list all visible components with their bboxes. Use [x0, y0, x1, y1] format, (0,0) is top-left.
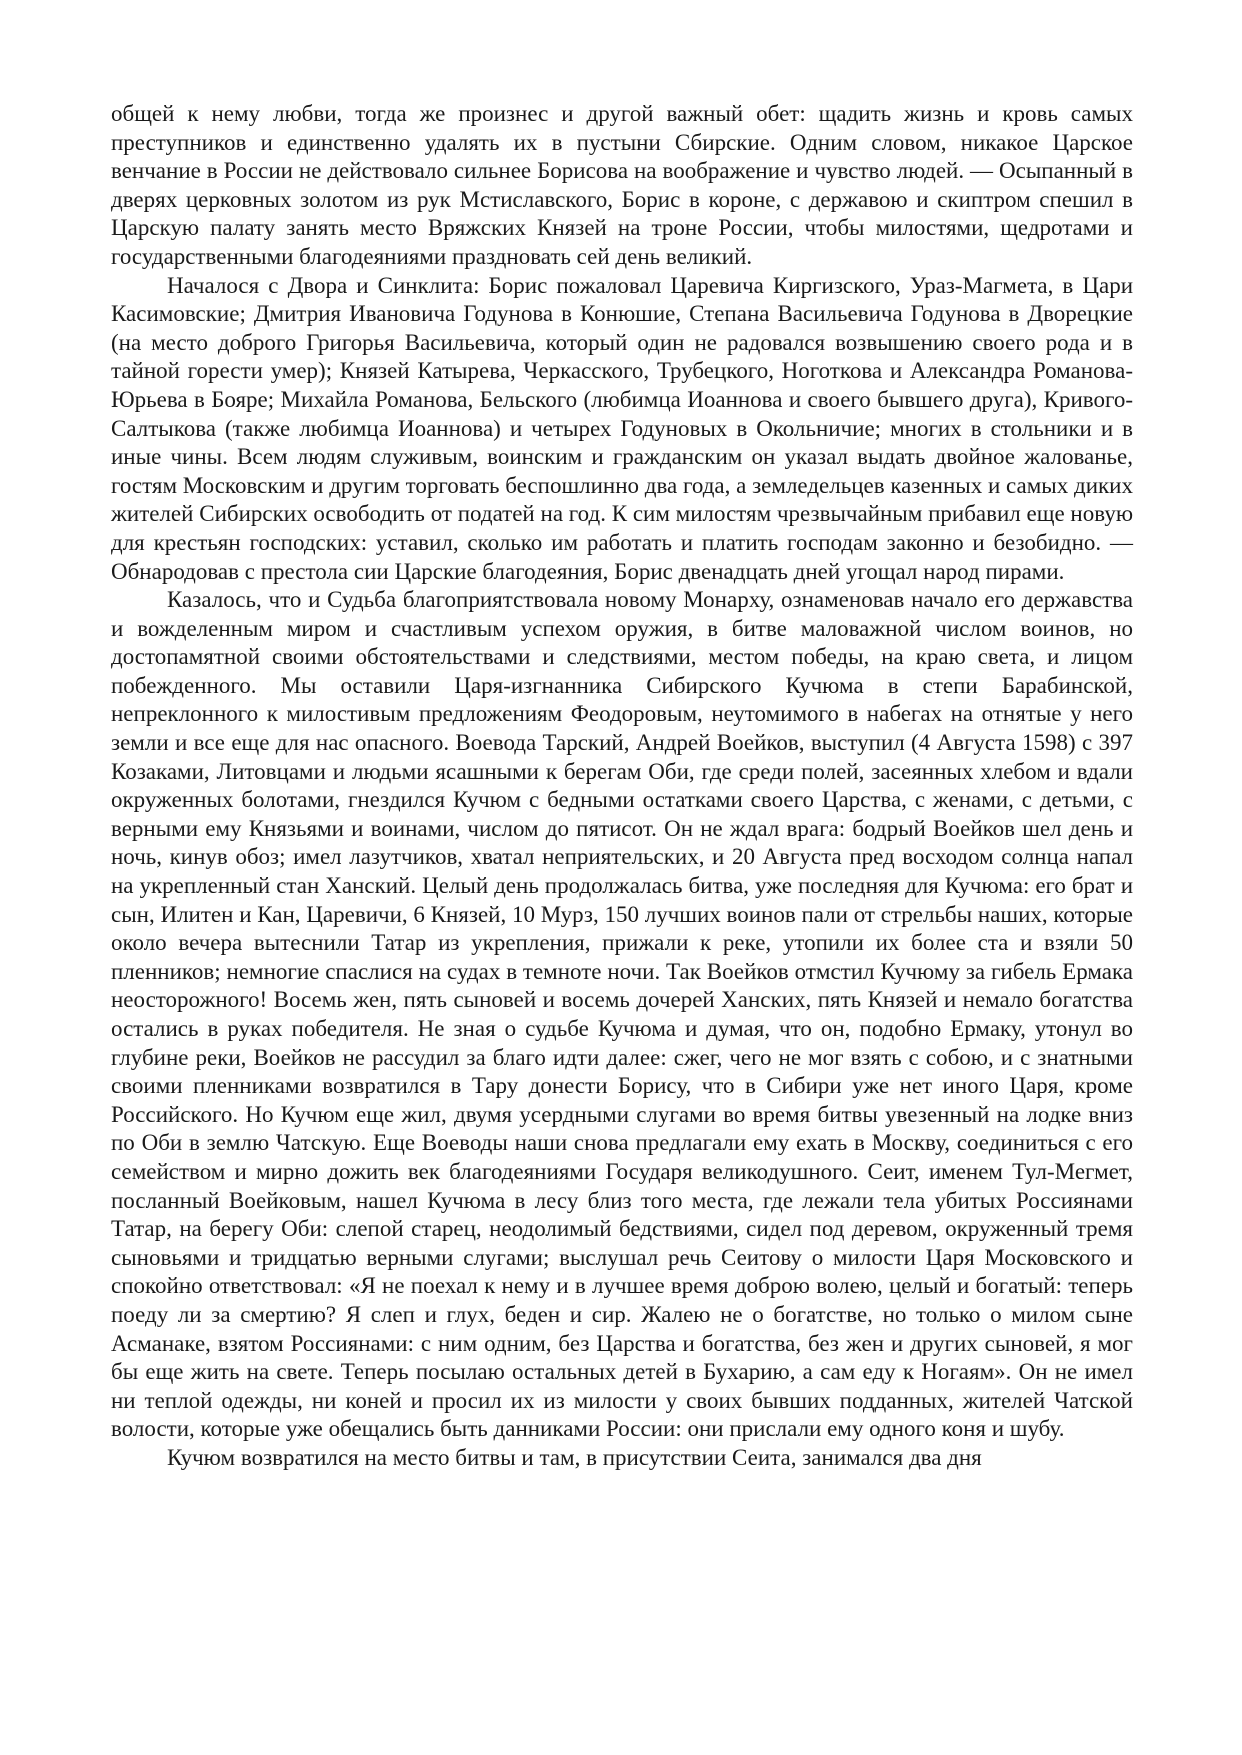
paragraph-1: общей к нему любви, тогда же произнес и другой важный обет: щадить жизнь и кровь самых преступников и единственно удалять их в пустыни Сбирские. Одним словом, никакое Царское венчание в России не действовало сильнее Борисова на воображение и чувство людей. — Осыпанный в дверях церковных золотом из рук Мстиславского, Борис в короне, с державою и скиптром спешил в Царскую палату занять место Вряжских Князей на троне России, чтобы милостями, щедротами и государственными благодеяниями праздновать сей день великий. — [111, 101, 1133, 269]
paragraph-3: Казалось, что и Судьба благоприятствовала новому Монарху, ознаменовав начало его державства и вожделенным миром и счастливым успехом оружия, в битве маловажной числом воинов, но достопамятной своими обстоятельствами и следствиями, местом победы, на краю света, и лицом побежденного. Мы оставили Царя-изгнанника Сибирского Кучюма в степи Барабинской, непреклонного к милостивым предложениям Феодоровым, неутомимого в набегах на отнятые у него земли и все еще для нас опасного. Воевода Тарский, Андрей Воейков, выступил (4 Августа 1598) с 397 Козаками, Литовцами и людьми ясашными к берегам Оби, где среди полей, засеянных хлебом и вдали окруженных болотами, гнездился Кучюм с бедными остатками своего Царства, с женами, с детьми, с верными ему Князьями и воинами, числом до пятисот. Он не ждал врага: бодрый Воейков шел день и ночь, кинув обоз; имел лазутчиков, хватал неприятельских, и 20 Августа пред восходом солнца напал на укрепленный стан Ханский. Целый день продолжалась битва, уже последняя для Кучюма: его брат и сын, Илитен и Кан, Царевичи, 6 Князей, 10 Мурз, 150 лучших воинов пали от стрельбы наших, которые около вечера вытеснили Татар из укрепления, прижали к реке, утопили их более ста и взяли 50 пленников; немногие спаслися на судах в темноте ночи. Так Воейков отмстил Кучюму за гибель Ермака неосторожного! Восемь жен, пять сыновей и восемь дочерей Ханских, пять Князей и немало богатства остались в руках победителя. Не зная о судьбе Кучюма и думая, что он, подобно Ермаку, утонул во глубине реки, Воейков не рассудил за благо идти далее: сжег, чего не мог взять с собою, и с знатными своими пленниками возвратился в Тару донести Борису, что в Сибири уже нет иного Царя, кроме Российского. Но Кучюм еще жил, двумя усердными слугами во время битвы увезенный на лодке вниз по Оби в землю Чатскую. Еще Воеводы наши снова предлагали ему ехать в Москву, соединиться с его семейством и мирно дожить век благодеяниями Государя великодушного. Сеит, именем Тул-Мегмет, посланный Воейковым, нашел Кучюма в лесу близ того места, где лежали тела убитых Россиянами Татар, на берегу Оби: слепой старец, неодолимый бедствиями, сидел под деревом, окруженный тремя сыновьями и тридцатью верными слугами; выслушал речь Сеитову о милости Царя Московского и спокойно ответствовал: «Я не поехал к нему и в лучшее время доброю волею, целый и богатый: теперь поеду ли за смертию? Я слеп и глух, беден и сир. Жалею не о богатстве, но только о милом сыне Асманаке, взятом Россиянами: с ним одним, без Царства и богатства, без жен и других сыновей, я мог бы еще жить на свете. Теперь посылаю остальных детей в Бухарию, а сам еду к Ногаям». Он не имел ни теплой одежды, ни коней и просил их из милости у своих бывших подданных, жителей Чатской волости, которые уже обещались быть данниками России: они прислали ему одного коня и шубу. — [111, 587, 1133, 1442]
paragraph-2: Началося с Двора и Синклита: Борис пожаловал Царевича Киргизского, Ураз-Магмета, в Цари Касимовские; Дмитрия Ивановича Годунова в Конюшие, Степана Васильевича Годунова в Дворецкие (на место доброго Григорья Васильевича, который один не радовался возвышению своего рода и в тайной горести умер); Князей Катырева, Черкасского, Трубецкого, Ноготкова и Александра Романова-Юрьева в Бояре; Михайла Романова, Бельского (любимца Иоаннова и своего бывшего друга), Кривого-Салтыкова (также любимца Иоаннова) и четырех Годуновых в Окольничие; многих в стольники и в иные чины. Всем людям служивым, воинским и гражданским он указал выдать двойное жалованье, гостям Московским и другим торговать беспошлинно два года, а земледельцев казенных и самых диких жителей Сибирских освободить от податей на год. К сим милостям чрезвычайным прибавил еще новую для крестьян господских: уставил, сколько им работать и платить господам законно и безобидно. — Обнародовав с престола сии Царские благодеяния, Борис двенадцать дней угощал народ пирами. — [111, 272, 1133, 584]
paragraph-4: Кучюм возвратился на место битвы и там, в присутствии Сеита, занимался два дня — [167, 1444, 982, 1470]
document-page — [111, 100, 1133, 1473]
